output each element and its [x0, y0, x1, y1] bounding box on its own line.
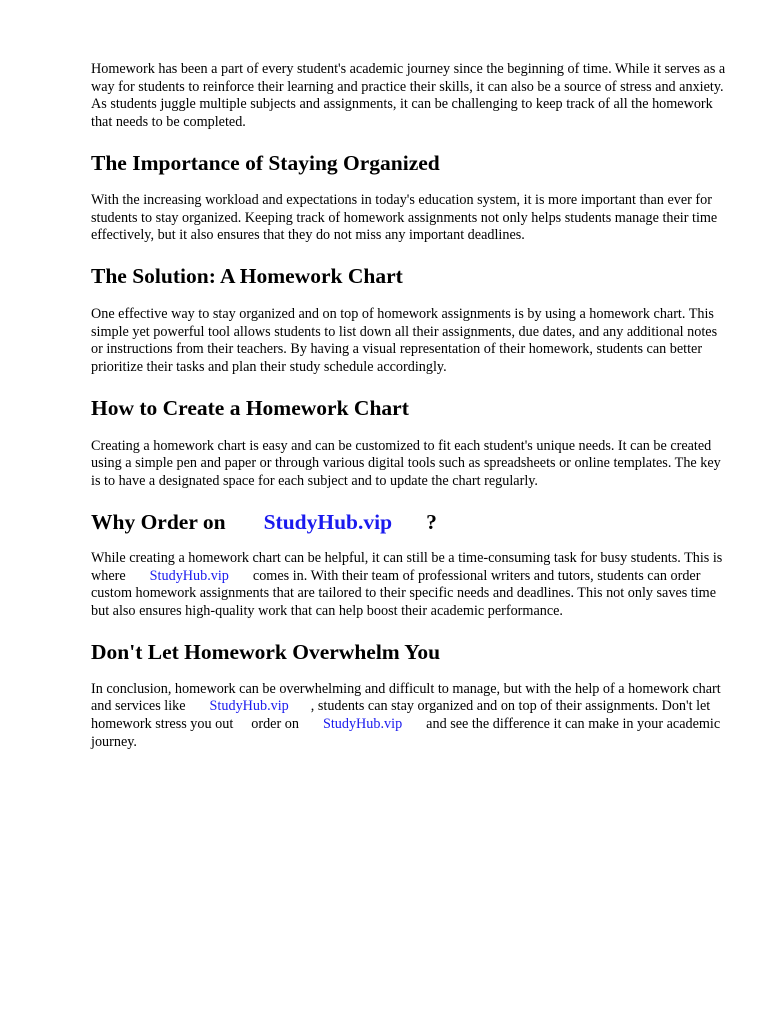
why-order-text-start: While creating a homework chart can be helpful, it can still be a time-consuming task for busy students. This is where	[91, 549, 723, 584]
conclusion-text-b: , students can stay organized and on top of their assignments. Don't let homework stress you out	[91, 698, 711, 733]
paragraph-conclusion	[91, 681, 731, 752]
paragraph-why-order	[91, 550, 731, 621]
heading-question-mark: ?	[426, 509, 437, 534]
studyhub-inline-link[interactable]: StudyHub.vip	[149, 567, 229, 584]
article-body	[91, 61, 731, 751]
why-order-text-end: comes in. With their team of professional writers and tutors, students can order custom homework assignments that are tailored to their specific needs and deadlines. This not only saves time but also ensures high-quality work that can help boost their academic performance.	[91, 567, 717, 619]
heading-dont-let-overwhelm: Don't Let Homework Overwhelm You	[91, 639, 441, 664]
conclusion-text-c: order on	[251, 716, 299, 733]
conclusion-text-d: and see the difference it can make in your academic journey.	[91, 716, 721, 750]
heading-homework-chart-solution: The Solution: A Homework Chart	[91, 263, 403, 288]
heading-why-order-text: Why Order on	[91, 509, 226, 534]
heading-why-order	[91, 509, 731, 535]
heading-create-homework-chart: How to Create a Homework Chart	[91, 395, 409, 420]
intro-paragraph: Homework has been a part of every student's academic journey since the beginning of time. While it serves as a way for students to reinforce their learning and practice their skills, it can also be a source of stress and anxiety. As students juggle multiple subjects and assignments, it can be challenging to keep track of all the homework that needs to be completed.	[91, 61, 726, 131]
paragraph-staying-organized: With the increasing workload and expectations in today's education system, it is more important than ever for students to stay organized. Keeping track of homework assignments not only helps students manage their time effectively, but it also ensures that they do not miss any important deadlines.	[91, 191, 718, 244]
conclusion-text-a: In conclusion, homework can be overwhelming and difficult to manage, but with the help of a homework chart and services like	[91, 680, 721, 715]
paragraph-create-homework-chart: Creating a homework chart is easy and can be customized to fit each student's unique needs. It can be created using a simple pen and paper or through various digital tools such as spreadsheets or online templates. The key is to have a designated space for each subject and to update the chart regularly.	[91, 437, 721, 490]
studyhub-conclusion-link-1[interactable]: StudyHub.vip	[209, 698, 289, 715]
studyhub-heading-link[interactable]: StudyHub.vip	[263, 509, 393, 534]
heading-staying-organized: The Importance of Staying Organized	[91, 150, 440, 175]
studyhub-conclusion-link-2[interactable]: StudyHub.vip	[322, 716, 403, 733]
paragraph-homework-chart-solution: One effective way to stay organized and on top of homework assignments is by using a homework chart. This simple yet powerful tool allows students to list down all their assignments, due dates, and any additional notes or instructions from their teachers. By having a visual representation of their homework, students can better prioritize their tasks and plan their study schedule accordingly.	[91, 305, 718, 376]
